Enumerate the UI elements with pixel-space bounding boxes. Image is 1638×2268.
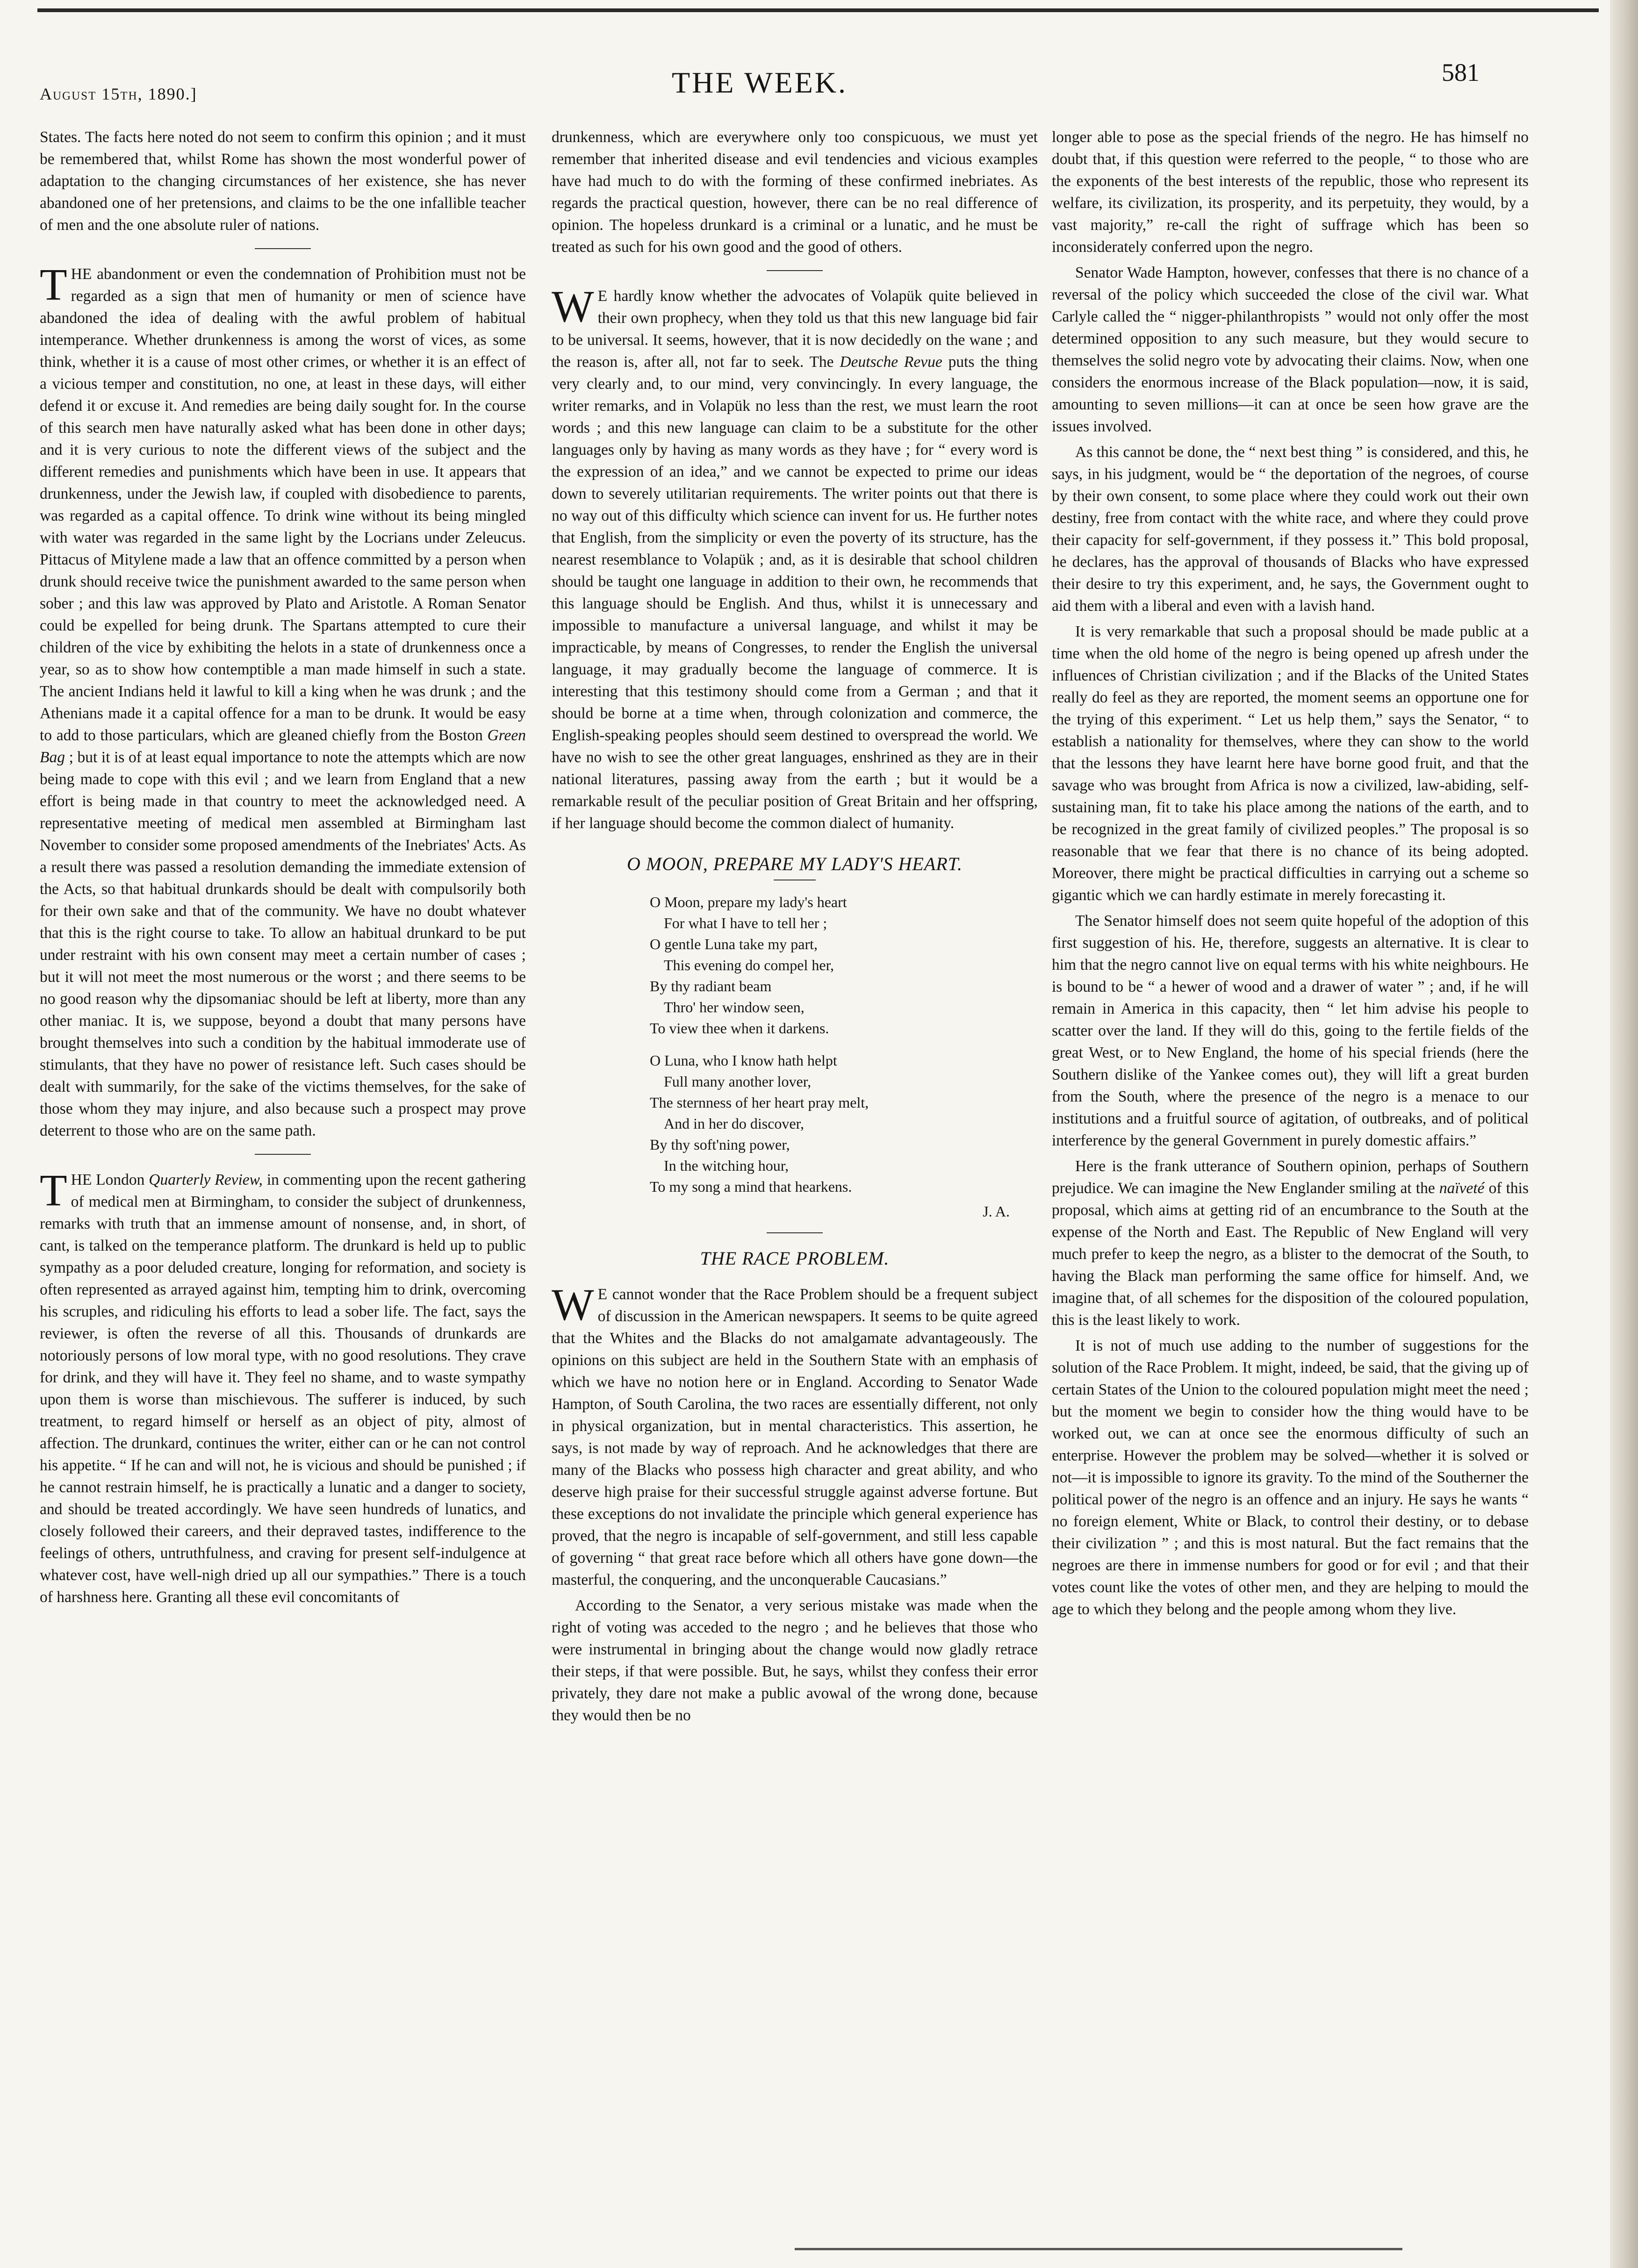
- column-1: [40, 126, 526, 2211]
- poem-line: To view thee when it darkens.: [650, 1020, 829, 1037]
- article-quarterly-head: THE London: [40, 1165, 145, 1215]
- article-prohibition-tail: ; but it is of at least equal importance to note the attempts which are now being made to cope with this evil ; and we learn from England that a new effort is being made in that country to meet the acknowledged need. A representative meeting of medical men assembled at Birmingham last November to consider some proposed amendments of the Inebriates' Acts. As a result there was passed a resolution demanding the immediate extension of the Acts, so that habitual drunkards should be dealt with compulsorily both for their own sake and that of the community. We have no doubt whatever that this is the right course to take. To allow an habitual drunkard to be put under restraint with his own consent may meet a certain number of cases ; but it will not meet the most numerous or the worst ; and there seems to be no good reason why the dipsomaniac should be left at liberty, more than any other maniac. It is, we suppose, beyond a doubt that many persons have brought themselves into such a condition by the habitual immoderate use of stimulants, that they have no power of resistance left. Such cases should be dealt with summarily, for the sake of the victims themselves, for the sake of those whom they may injure, and also because such a prospect may prove deterrent to those who are on the same path.: [40, 749, 526, 1139]
- header-date: August 15th, 1890.]: [40, 85, 197, 103]
- poem-line: Full many another lover,: [664, 1073, 812, 1090]
- separator-rule: [767, 1232, 823, 1233]
- poem-line: O Moon, prepare my lady's heart: [650, 894, 847, 910]
- page-binding-edge: [1610, 0, 1638, 2268]
- poem-line: The sternness of her heart pray melt,: [650, 1094, 869, 1111]
- section-title-race-problem: THE RACE PROBLEM.: [700, 1248, 890, 1269]
- article-drunkenness-end: drunkenness, which are everywhere only too conspicuous, we must yet remember that inherited disease and evil tendencies and vicious examples have had much to do with the forming of these confirmed inebriates. As regards the practical question, however, there can be no real difference of opinion. The hopeless drunkard is a criminal or a lunatic, and he must be treated as such for his own good and the good of others.: [552, 129, 1038, 256]
- article-prohibition-text: THE abandonment or even the condemnation of Prohibition must not be regarded as a sign that men of humanity or men of science have abandoned the idea of dealing with the awful problem of habitual intemperance. Whether drunkenness is among the worst of vices, as some think, whether it is a cause of most other crimes, or whether it is an effect of a vicious temper and constitution, no one, at least in these days, will either defend it or excuse it. And remedies are being daily sought for. In the course of this search men have naturally asked what has been done in other days; and it is very curious to note the different views of the subject and the different remedies and punishments which have been in use. It appears that drunkenness, under the Jewish law, if coupled with disobedience to parents, was regarded as a capital offence. To drink wine without its being mingled with water was regarded in the same light by the Locrians under Zeleucus. Pittacus of Mitylene made a law that an offence committed by a person when drunk should receive twice the punishment awarded to the same person when sober ; and this law was approved by Plato and Aristotle. A Roman Senator could be expelled for being drunk. The Spartans attempted to cure their children of the vice by exhibiting the helots in a state of drunkenness once a year, so as to show how contemptible a man made himself in such a state. The ancient Indians held it lawful to kill a king when he was drunk ; and the Athenians made it a capital offence for a man to be drunk. It would be easy to add to those particulars, which are gleaned chiefly from the Boston: [40, 259, 526, 744]
- article-race-paragraph: [1052, 1155, 1529, 1331]
- poem-line: O gentle Luna take my part,: [650, 936, 818, 952]
- article-quarterly-tail: in commenting upon the recent gathering of medical men at Birmingham, to consider the subject of drunkenness, remarks with truth that an immense amount of nonsense, and, in short, of cant, is talked on the temperance platform. The drunkard is held up to public sympathy as a poor deluded creature, longing for reformation, and society is often represented as arrayed against him, tempting him to drink, overcoming his scruples, and ridiculing his efforts to lead a sober life. The fact, says the reviewer, is often the reverse of all this. Thousands of drunkards are notoriously persons of low moral type, with no good resolutions. They crave for drink, and they will have it. They feel no shame, and to waste sympathy upon them is worse than mischievous. The sufferer is induced, by such treatment, to regard himself or herself as an object of pity, almost of affection. The drunkard, continues the writer, either can or he can not control his appetite. “ If he can and will not, he is vicious and should be punished ; if he cannot restrain himself, he is practically a lunatic and a danger to society, and should be treated accordingly. We have seen hundreds of lunatics, and closely followed their careers, and their depraved tastes, indifference to the feelings of others, untruthfulness, and craving for present self-indulgence at whatever cost, have well-nigh dried up all our sympathies.” There is a touch of harshness here. Granting all these evil concomitants of: [40, 1171, 526, 1606]
- header-title: THE WEEK.: [671, 66, 848, 99]
- bottom-rule: [795, 2248, 1402, 2250]
- article-quarterly-review: [40, 1165, 526, 1608]
- article-race-problem-1: WE cannot wonder that the Race Problem should be a frequent subject of discussion in the American newspapers. It seems to be quite agreed that the Whites and the Blacks do not amalgamate advantageously. The opinions on this subject are held in the Southern State with an emphasis of which we have no notion here or in England. According to Senator Wade Hampton, of South Carolina, the two races are essentially different, not only in physical organization, but in mental characteristics. This assertion, he says, is not made by way of reproach. And he acknowledges that there are many of the Blacks who possess high character and great ability, and who deserve high praise for their successful struggle against adverse fortune. But these exceptions do not invalidate the principle which general experience has proved, that the negro is incapable of self-government, and still less capable of governing “ that great race before which all others have gone down—the masterful, the conquering, and the unconquerable Caucasians.”: [552, 1280, 1038, 1588]
- article-race-text: of this proposal, which aims at getting rid of an encumbrance to the South at the expense of the North and East. The Republic of New England will very much prefer to keep the negro, as a blister to the democrat of the South, to having the Black man performing the same office for himself. And, we imagine that, of all schemes for the disposition of the coloured population, this is the least likely to work.: [1052, 1180, 1529, 1329]
- poem-line: O Luna, who I know hath helpt: [650, 1052, 837, 1069]
- poem-line: To my song a mind that hearkens.: [650, 1178, 852, 1195]
- article-race-text: Here is the frank utterance of Southern opinion, perhaps of Southern prejudice. We can imagine the New Englander smiling at the: [1052, 1158, 1529, 1197]
- article-volapuk-text: WE hardly know whether the advocates of Volapük quite believed in their own prophecy, when they told us that this new language bid fair to be universal. It seems, however, that it is now decidedly on the wane ; and the reason is, after all, not far to seek. The: [552, 281, 1038, 371]
- article-volapuk-tail: puts the thing very clearly and, to our mind, very convincingly. In every language, the writer remarks, and in Volapük no less than the rest, we must learn the root words ; and this new language can claim to be a substitute for the other languages only by having as many words as they have ; for “ every word is the expression of an idea,” and we cannot be expected to prime our ideas down to severely utilitarian requirements. The writer points out that there is no way out of this difficulty which science can invent for us. He further notes that English, from the simplicity or even the poverty of its structure, has the nearest resemblance to Volapük ; and, as it is desirable that school children should be taught one language in addition to their own, he recommends that this language should be English. And thus, whilst it is unnecessary and impossible to manufacture a universal language, and whilst it may be impracticable, by means of Congresses, to render the English the universal language, it may gradually become the language of commerce. It is interesting that this testimony should come from a German ; and that it should be borne at a time when, through colonization and commerce, the English-speaking peoples should seem destined to overspread the world. We have no wish to see the other great languages, enshrined as they are in their national literatures, passing away from the earth ; but it would be a remarkable result of the peculiar position of Great Britain and her offspring, if her language should become the common dialect of humanity.: [552, 353, 1038, 832]
- column-2: [552, 126, 1038, 2211]
- article-volapuk: [552, 281, 1038, 834]
- separator-rule: [255, 1154, 311, 1155]
- article-race-problem-2: According to the Senator, a very serious mistake was made when the right of voting was acceded to the negro ; and he believes that those who were instrumental in bringing about the change would now gladly retrace their steps, if that were possible. But, he says, whilst they confess their error privately, they dare not make a public avowal of the wrong done, because they would then be no: [552, 1597, 1038, 1724]
- poem-signature: J. A.: [983, 1203, 1010, 1220]
- separator-rule: [255, 248, 311, 249]
- article-race-paragraph: As this cannot be done, the “ next best thing ” is considered, and this, he says, in his judgment, would be “ the deportation of the negroes, of course by their own consent, to some place where they could work out their own destiny, free from contact with the white race, and where they could prove their capacity for self-government, if they possess it.” This bold proposal, he declares, has the approval of thousands of Blacks who have expressed their desire to try this experiment, and, he says, the Government ought to aid them with a liberal and even with a lavish hand.: [1052, 444, 1529, 615]
- poem-line: By thy radiant beam: [650, 978, 772, 994]
- poem-line: And in her do discover,: [664, 1115, 804, 1132]
- page-header: [40, 56, 1480, 122]
- article-prohibition-italic: Green Bag: [40, 727, 526, 766]
- poem-title: O MOON, PREPARE MY LADY'S HEART.: [627, 853, 963, 874]
- poem-line: This evening do compel her,: [664, 957, 834, 973]
- article-race-italic: naïveté: [1439, 1180, 1485, 1197]
- top-rule: [37, 8, 1599, 12]
- article-volapuk-italic: Deutsche Revue: [840, 353, 942, 371]
- article-prohibition: [40, 259, 526, 1142]
- article-race-paragraph: The Senator himself does not seem quite hopeful of the adoption of this first suggestion of his. He, therefore, suggests an alternative. It is clear to him that the negro cannot live on equal terms with his white neighbours. He is bound to be “ a hewer of wood and a drawer of water ” ; and, if he will remain in America in this capacity, then “ let him advise his people to scatter over the land. If they will do this, going to the fertile fields of the great West, or to New England, the home of his special friends (here the Southern dislike of the Yankee comes out), they will lift a great burden from the South, where the presence of the negro is a menace to our institutions and a fruitful source of agitation, of outbreaks, and of political interference by the general Government in purely domestic affairs.”: [1052, 912, 1529, 1149]
- article-race-paragraph: It is very remarkable that such a proposal should be made public at a time when the old home of the negro is being opened up afresh under the influences of Christian civilization ; and if the Blacks of the United States really do feel as they are reported, the moment seems an opportune one for the trying of this experiment. “ Let us help them,” says the Senator, “ to establish a nationality for themselves, where they can show to the world that the lessons they have learnt here have borne good fruit, and that the savage who was brought from Africa is now a civilized, law-abiding, self-sustaining man, fit to take his place among the nations of the earth, and to be recognized in the great family of civilized peoples.” The proposal is so reasonable that we fear that there is no chance of its being adopted. Moreover, there might be practical difficulties in carrying out a scheme so gigantic which we can hardly estimate in merely forecasting it.: [1052, 623, 1529, 904]
- article-race-continued: longer able to pose as the special friends of the negro. He has himself no doubt that, if this question were referred to the people, “ to those who are the exponents of the best interests of the republic, those who represent its welfare, its civilization, its prosperity, and its perpetuity, they would, by a vast majority,” re-call the right of suffrage which has been so inconsiderately conferred upon the negro.: [1052, 129, 1529, 256]
- separator-rule: [767, 270, 823, 271]
- article-race-paragraph: It is not of much use adding to the number of suggestions for the solution of the Race Problem. It might, indeed, be said, that the giving up of certain States of the Union to the coloured population might meet the need ; but the moment we begin to consider how the thing would have to be worked out, we can at once see the enormous difficulty of such an enterprise. However the problem may be solved—whether it is solved or not—it is impossible to ignore its gravity. To the mind of the Southerner the political power of the negro is an offence and an injury. He says he wants “ no foreign element, White or Black, to control their destiny, or to debase their civilization ” ; and this is most natural. But the fact remains that the negroes are there in immense numbers for good or for evil ; and that their votes count like the votes of other men, and they are helping to mould the age to which they belong and the people among whom they live.: [1052, 1337, 1529, 1618]
- column-3: [1052, 126, 1529, 2211]
- article-quarterly-italic: Quarterly Review,: [149, 1171, 263, 1188]
- poem-line: In the witching hour,: [664, 1157, 789, 1174]
- article-race-paragraph: Senator Wade Hampton, however, confesses that there is no chance of a reversal of the policy which succeeded the close of the civil war. What Carlyle called the “ nigger-philanthropists ” would not only offer the most determined opposition to any such measure, but they would secure to themselves the solid negro vote by advocating their claims. Now, when one considers the enormous increase of the Black population—now, it is said, amounting to seven millions—it can at once be seen how grave are the issues involved.: [1052, 264, 1529, 435]
- poem-line: For what I have to tell her ;: [664, 915, 827, 931]
- article-rome-end: States. The facts here noted do not seem to confirm this opinion ; and it must be remembered that, whilst Rome has shown the most wonderful power of adaptation to the changing circumstances of her existence, she has never abandoned one of her pretensions, and claims to be the one infallible teacher of men and the one absolute ruler of nations.: [40, 129, 526, 234]
- poem-line: By thy soft'ning power,: [650, 1136, 790, 1153]
- page-number: 581: [1442, 58, 1480, 86]
- poem-stanza-1: [650, 892, 1038, 1039]
- poem-stanza-2: [650, 1050, 1038, 1197]
- poem-line: Thro' her window seen,: [664, 999, 805, 1016]
